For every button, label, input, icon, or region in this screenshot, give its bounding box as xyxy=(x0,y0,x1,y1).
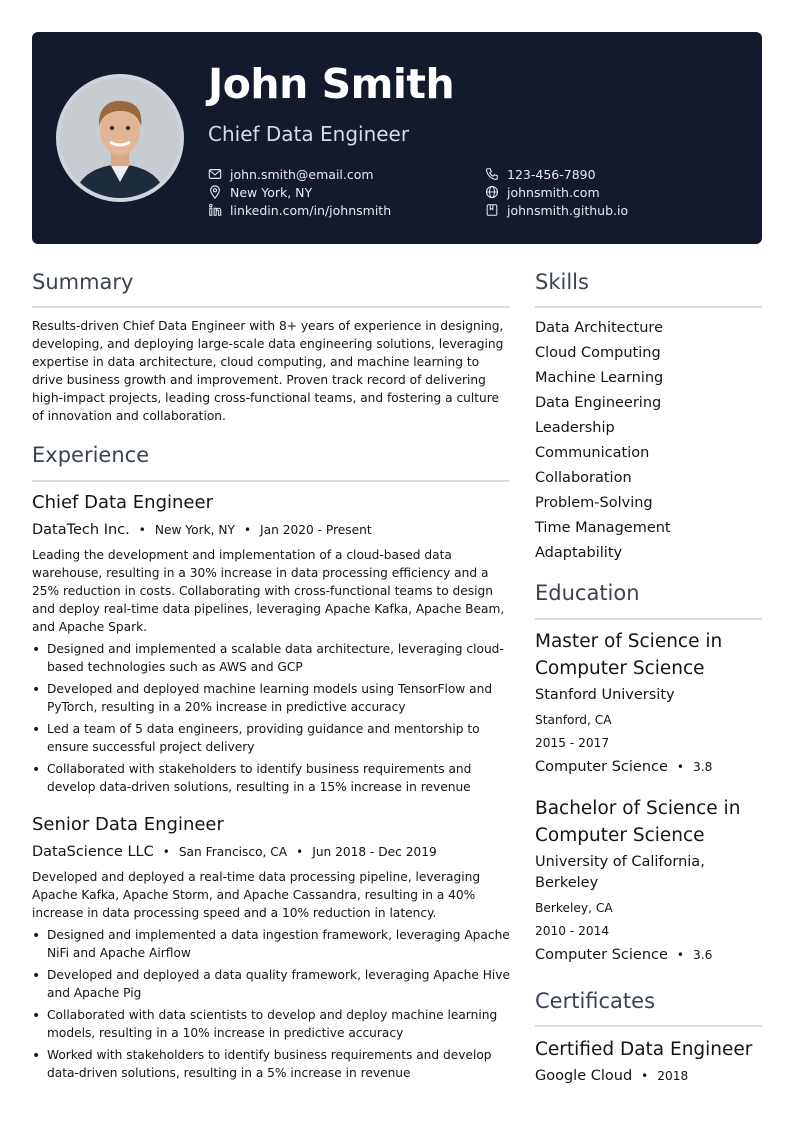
skill-item: Communication xyxy=(535,445,650,461)
list-item: • Developed and deployed a data quality framework, leveraging Apache Hive and Apache Pig xyxy=(32,966,512,1002)
list-item: • Collaborated with data scientists to develop and deploy machine learning models, resulting in a 10% increase in predictive accuracy xyxy=(32,1006,512,1042)
separator-dot: • xyxy=(641,1069,649,1083)
skill-item: Collaboration xyxy=(535,470,632,486)
summary-divider xyxy=(32,306,510,308)
certificates-heading: Certificates xyxy=(535,989,656,1013)
certificate-name: Certified Data Engineer xyxy=(535,1039,753,1060)
job-meta xyxy=(32,844,437,860)
experience-divider xyxy=(32,480,510,482)
contact-linkedin[interactable] xyxy=(208,201,391,219)
candidate-name: John Smith xyxy=(208,60,455,108)
education-school: Stanford University xyxy=(535,687,675,703)
skill-item: Adaptability xyxy=(535,545,623,561)
separator-dot: • xyxy=(243,523,252,537)
education-location: Berkeley, CA xyxy=(535,901,613,915)
mail-icon xyxy=(208,167,222,181)
job-bullets xyxy=(32,640,512,800)
certificate-meta xyxy=(535,1068,688,1084)
education-degree: Master of Science in Computer Science xyxy=(535,631,723,679)
contact-linkedin-text: linkedin.com/in/johnsmith xyxy=(230,202,392,218)
separator-dot: • xyxy=(296,845,304,859)
education-field-name: Computer Science xyxy=(535,759,668,775)
linkedin-icon xyxy=(208,203,222,217)
contact-github-text: johnsmith.github.io xyxy=(507,202,629,218)
skill-item: Data Engineering xyxy=(535,395,662,411)
phone-icon xyxy=(485,167,499,181)
summary-text: Results-driven Chief Data Engineer with 8+ years of experience in designing, developing, and deploying large-scale data engineering solutions, leveraging expertise in data architecture, cloud computing, and machine learning to drive business growth and improvement. Proven track record of delivering high-impact projects, leading cross-functional teams, and fostering a culture of innovation and collaboration. xyxy=(32,319,504,423)
contact-phone-text: 123-456-7890 xyxy=(507,166,596,182)
education-school: University of California, Berkeley xyxy=(535,854,705,891)
education-divider xyxy=(535,618,762,620)
job-company: DataTech Inc. xyxy=(32,522,130,538)
experience-heading: Experience xyxy=(32,443,150,467)
candidate-title: Chief Data Engineer xyxy=(208,122,410,146)
list-item: • Designed and implemented a data ingestion framework, leveraging Apache NiFi and Apache Airflow xyxy=(32,926,512,962)
job-location: New York, NY xyxy=(154,523,235,537)
skills-heading: Skills xyxy=(535,270,589,294)
education-field-name: Computer Science xyxy=(535,947,668,963)
contact-location-text: New York, NY xyxy=(230,184,313,200)
list-item: • Designed and implemented a scalable data architecture, leveraging cloud-based technologies such as AWS and GCP xyxy=(32,640,512,676)
education-degree: Bachelor of Science in Computer Science xyxy=(535,798,741,846)
job-title: Chief Data Engineer xyxy=(32,492,213,513)
resume-header xyxy=(32,32,762,244)
skill-item: Time Management xyxy=(535,520,671,536)
contact-phone[interactable] xyxy=(485,165,596,183)
certificates-divider xyxy=(535,1025,762,1027)
profile-photo-illustration xyxy=(60,78,180,198)
education-field xyxy=(535,947,712,963)
map-pin-icon xyxy=(208,185,222,199)
job-company: DataScience LLC xyxy=(32,844,154,860)
skill-item: Leadership xyxy=(535,420,615,436)
skills-list xyxy=(535,318,762,568)
contact-email[interactable] xyxy=(208,165,374,183)
job-meta xyxy=(32,522,372,538)
education-gpa: 3.8 xyxy=(692,760,713,774)
globe-icon xyxy=(485,185,499,199)
job-description: Leading the development and implementation of a cloud-based data warehouse, resulting in a 30% increase in data processing efficiency and a 25% reduction in costs. Collaborating with cross-functional teams to design and deploy real-time data pipelines, leveraging Apache Kafka, Apache Beam, and Apache Spark. xyxy=(32,548,505,634)
certificate-year: 2018 xyxy=(657,1069,689,1083)
contact-email-text: john.smith@email.com xyxy=(230,166,374,182)
job-dates: Jun 2018 - Dec 2019 xyxy=(312,845,437,859)
job-title: Senior Data Engineer xyxy=(32,814,224,835)
skill-item: Cloud Computing xyxy=(535,345,661,361)
separator-dot: • xyxy=(162,845,170,859)
list-item: • Developed and deployed machine learning models using TensorFlow and PyTorch, resulting in a 20% increase in predictive accuracy xyxy=(32,680,512,716)
skill-item: Data Architecture xyxy=(535,320,664,336)
profile-photo xyxy=(56,74,184,202)
separator-dot: • xyxy=(138,523,146,537)
education-gpa: 3.6 xyxy=(692,948,713,962)
bookmark-icon xyxy=(485,203,499,217)
job-bullets xyxy=(32,926,512,1086)
education-location: Stanford, CA xyxy=(535,713,612,727)
education-dates: 2010 - 2014 xyxy=(535,924,610,938)
education-heading: Education xyxy=(535,581,640,605)
contact-github[interactable] xyxy=(485,201,628,219)
contact-website-text: johnsmith.com xyxy=(507,184,600,200)
list-item: • Collaborated with stakeholders to identify business requirements and develop data-driven solutions, resulting in a 15% increase in revenue xyxy=(32,760,512,796)
skills-divider xyxy=(535,306,762,308)
job-location: San Francisco, CA xyxy=(178,845,288,859)
contact-location xyxy=(208,183,312,201)
job-description: Developed and deployed a real-time data processing pipeline, leveraging Apache Kafka, Apache Storm, and Apache Cassandra, resulting in a 40% increase in data processing speed and a 10% reduction in latency. xyxy=(32,870,481,920)
skill-item: Problem-Solving xyxy=(535,495,653,511)
list-item: • Worked with stakeholders to identify business requirements and develop data-driven solutions, resulting in a 5% increase in revenue xyxy=(32,1046,512,1082)
certificate-issuer: Google Cloud xyxy=(535,1068,633,1084)
education-field xyxy=(535,759,712,775)
job-dates: Jan 2020 - Present xyxy=(260,523,372,537)
education-dates: 2015 - 2017 xyxy=(535,736,610,750)
list-item: • Led a team of 5 data engineers, providing guidance and mentorship to ensure successful project delivery xyxy=(32,720,512,756)
skill-item: Machine Learning xyxy=(535,370,664,386)
separator-dot: • xyxy=(676,760,684,774)
summary-heading: Summary xyxy=(32,270,134,294)
separator-dot: • xyxy=(676,948,684,962)
contact-website[interactable] xyxy=(485,183,600,201)
